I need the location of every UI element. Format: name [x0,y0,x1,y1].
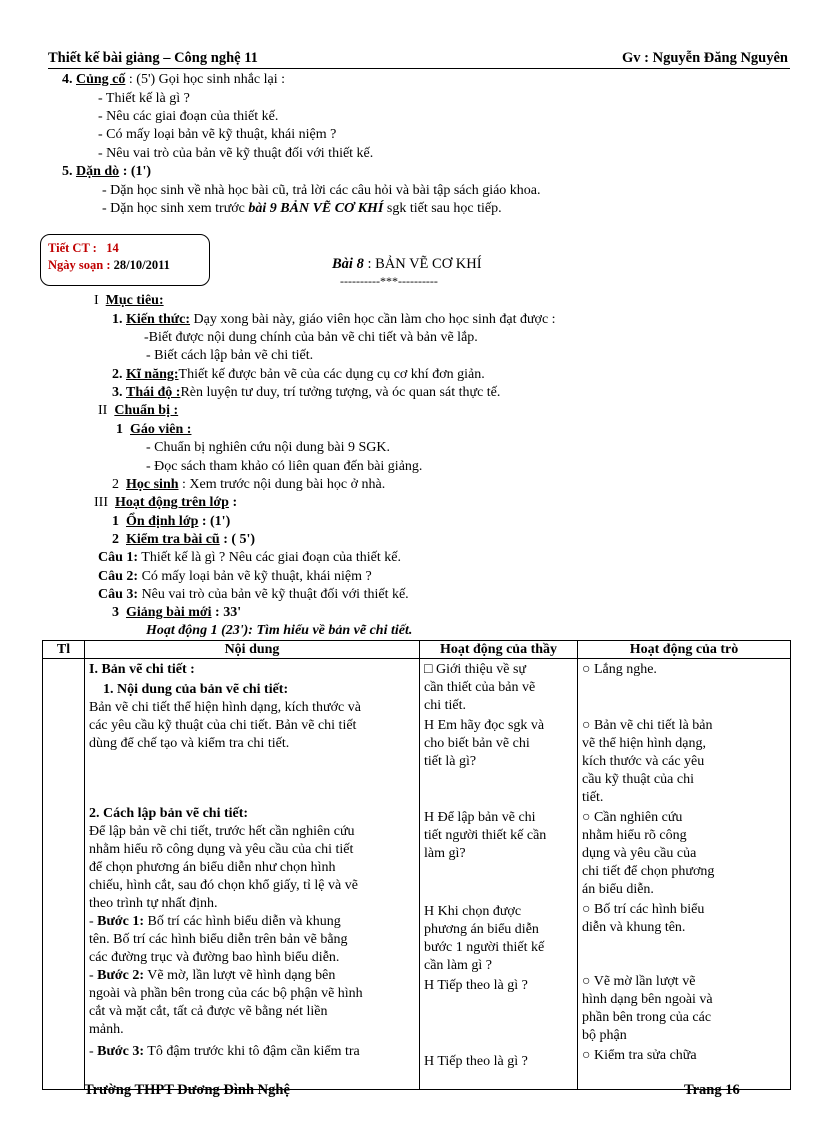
nd-text: ngoài và phần bên trong của các bộ phận vẽ hình [89,986,363,1001]
tro-text: ○ Bố trí các hình biểu [582,902,705,917]
tro-text: dụng và yêu cầu của [582,846,697,861]
thay-text: H Khi chọn được [424,904,522,919]
nd-text: dùng để chế tạo và kiểm tra chi tiết. [89,736,290,751]
dan-do-item: - Dặn học sinh xem trước bài 9 BẢN VẼ CƠ KHÍ sgk tiết sau học tiếp. [102,201,502,216]
nd-text: tên. Bố trí các hình biểu diễn trên bản vẽ bằng [89,932,348,947]
nd-text: nhằm hiểu rõ công dụng và yêu cầu của chi tiết [89,842,354,857]
tro-text: vẽ thể hiện hình dạng, [582,736,707,751]
nd-buoc-1: - Bước 1: Bố trí các hình biểu diễn và khung [89,914,341,929]
footer-school: Trường THPT Dương Đình Nghệ [84,1082,290,1098]
thay-text: cho biết bản vẽ chi [424,736,530,751]
question: Câu 1: Thiết kế là gì ? Nêu các giai đoạn của thiết kế. [98,550,401,565]
nd-heading-1: I. Bản vẽ chi tiết : [89,662,195,677]
section-chuan-bi: II Chuẩn bị : [98,403,179,418]
table-header-row [43,641,791,659]
col-tl: Tl [43,641,85,659]
thay-text: cần làm gì ? [424,958,493,973]
section-muc-tieu: I Mục tiêu: [94,293,164,308]
tro-text: nhằm hiểu rõ công [582,828,687,843]
question: Câu 2: Có mấy loại bản vẽ kỹ thuật, khái niệm ? [98,569,372,584]
tro-text: chi tiết để chọn phương [582,864,715,879]
nd-buoc-2: - Bước 2: Vẽ mờ, lần lượt vẽ hình dạng bên [89,968,336,983]
thay-text: tiết người thiết kế cần [424,828,547,843]
nd-text: Để lập bản vẽ chi tiết, trước hết cần nghiên cứu [89,824,355,839]
ki-nang: 2. Kĩ năng:Thiết kế được bản vẽ của các dụng cụ cơ khí đơn giản. [112,367,485,382]
tro-text: ○ Cần nghiên cứu [582,810,683,825]
footer-page: Trang 16 [684,1082,740,1098]
on-dinh-lop: 1 Ổn định lớp : (1') [112,514,231,529]
giao-vien: 1 Gáo viên : [116,422,192,437]
cung-co-item: - Nêu vai trò của bản vẽ kỹ thuật đối với thiết kế. [98,146,374,161]
dan-do-heading: 5. Dặn dò : (1') [62,164,152,179]
nd-text: để chọn phương án biểu diễn như chọn hình [89,860,336,875]
giao-vien-item: - Đọc sách tham khảo có liên quan đến bài giảng. [146,459,423,474]
nd-text: mảnh. [89,1022,124,1037]
col-hoat-dong-thay: Hoạt động của thầy [420,641,578,659]
header-title: Thiết kế bài giảng – Công nghệ 11 [48,50,258,66]
col-noi-dung: Nội dung [85,641,420,659]
tiet-ct: Tiết CT : 14 [48,241,119,255]
tro-text: ○ Kiểm tra sửa chữa [582,1048,697,1063]
tro-text: tiết. [582,790,604,805]
tro-text: phần bên trong của các [582,1010,712,1025]
thay-text: bước 1 người thiết kế [424,940,545,955]
thay-text: □ Giới thiệu về sự [424,662,526,677]
giao-vien-item: - Chuẩn bị nghiên cứu nội dung bài 9 SGK. [146,440,391,455]
hoat-dong-1: Hoạt động 1 (23'): Tìm hiểu về bản vẽ chi tiết. [146,623,413,638]
thai-do: 3. Thái độ :Rèn luyện tư duy, trí tưởng tượng, và óc quan sát thực tế. [112,385,501,400]
thay-text: H Em hãy đọc sgk và [424,718,545,733]
tro-text: ○ Lắng nghe. [582,662,657,677]
kien-thuc: 1. Kiến thức: Dạy xong bài này, giáo viên học cần làm cho học sinh đạt được : [112,312,556,327]
nd-text: các đường trục và đường bao hình biểu diễn. [89,950,340,965]
nd-text: Bản vẽ chi tiết thể hiện hình dạng, kích thước và [89,700,361,715]
cell-tl [43,659,85,1090]
col-hoat-dong-tro: Hoạt động của trò [578,641,791,659]
title-divider: ----------***---------- [340,274,438,288]
thay-text: tiết là gì? [424,754,477,769]
tro-text: án biểu diễn. [582,882,654,897]
nd-text: chiếu, hình cắt, sau đó chọn khổ giấy, tỉ lệ và vẽ [89,878,358,893]
section-hoat-dong: III Hoạt động trên lớp : [94,495,238,510]
thay-text: cần thiết của bản vẽ [424,680,536,695]
thay-text: phương án biểu diễn [424,922,539,937]
lesson-title: Bài 8 : BẢN VẼ CƠ KHÍ [332,256,482,272]
thay-text: làm gì? [424,846,466,861]
tro-text: cầu kỹ thuật của chi [582,772,694,787]
lesson-info-box [40,234,210,286]
kien-thuc-item: - Biết cách lập bản vẽ chi tiết. [146,348,314,363]
thay-text: H Để lập bản vẽ chi [424,810,536,825]
tro-text: kích thước và các yêu [582,754,705,769]
ngay-soan: Ngày soạn : 28/10/2011 [48,258,170,272]
tro-text: bộ phận [582,1028,627,1043]
nd-buoc-3: - Bước 3: Tô đậm trước khi tô đậm cần kiểm tra [89,1044,360,1059]
question: Câu 3: Nêu vai trò của bản vẽ kỹ thuật đối với thiết kế. [98,587,409,602]
nd-text: các yêu cầu kỹ thuật của chi tiết. Bản vẽ chi tiết [89,718,357,733]
table-row [43,659,791,1090]
cung-co-item: - Có mấy loại bản vẽ kỹ thuật, khái niệm ? [98,127,337,142]
thay-text: H Tiếp theo là gì ? [424,978,528,993]
nd-heading-2: 1. Nội dung của bản vẽ chi tiết: [103,682,289,697]
nd-text: theo trình tự nhất định. [89,896,218,911]
header-rule [48,68,790,69]
lesson-table [42,640,791,1090]
thay-text: chi tiết. [424,698,466,713]
nd-text: cắt và mặt cắt, tất cả được vẽ bằng nét liền [89,1004,328,1019]
cell-hoat-dong-thay [420,659,578,1090]
cung-co-item: - Thiết kế là gì ? [98,91,190,106]
cung-co-heading: 4. Củng cố : (5') Gọi học sinh nhắc lại : [62,72,286,87]
kiem-tra-bai-cu: 2 Kiểm tra bài cũ : ( 5') [112,532,256,547]
tro-text: ○ Bản vẽ chi tiết là bản [582,718,713,733]
dan-do-item: - Dặn học sinh về nhà học bài cũ, trả lời các câu hỏi và bài tập sách giáo khoa. [102,183,541,198]
kien-thuc-item: -Biết được nội dung chính của bản vẽ chi tiết và bản vẽ lắp. [144,330,478,345]
thay-text: H Tiếp theo là gì ? [424,1054,528,1069]
cell-noi-dung [85,659,420,1090]
giang-bai-moi: 3 Giảng bài mới : 33' [112,605,242,620]
header-teacher: Gv : Nguyễn Đăng Nguyên [622,50,788,66]
cung-co-item: - Nêu các giai đoạn của thiết kế. [98,109,279,124]
tro-text: diễn và khung tên. [582,920,686,935]
hoc-sinh: 2 Học sinh : Xem trước nội dung bài học ở nhà. [112,477,386,492]
nd-heading-3: 2. Cách lập bản vẽ chi tiết: [89,806,249,821]
tro-text: hình dạng bên ngoài và [582,992,713,1007]
tro-text: ○ Vẽ mờ lần lượt vẽ [582,974,696,989]
cell-hoat-dong-tro [578,659,791,1090]
